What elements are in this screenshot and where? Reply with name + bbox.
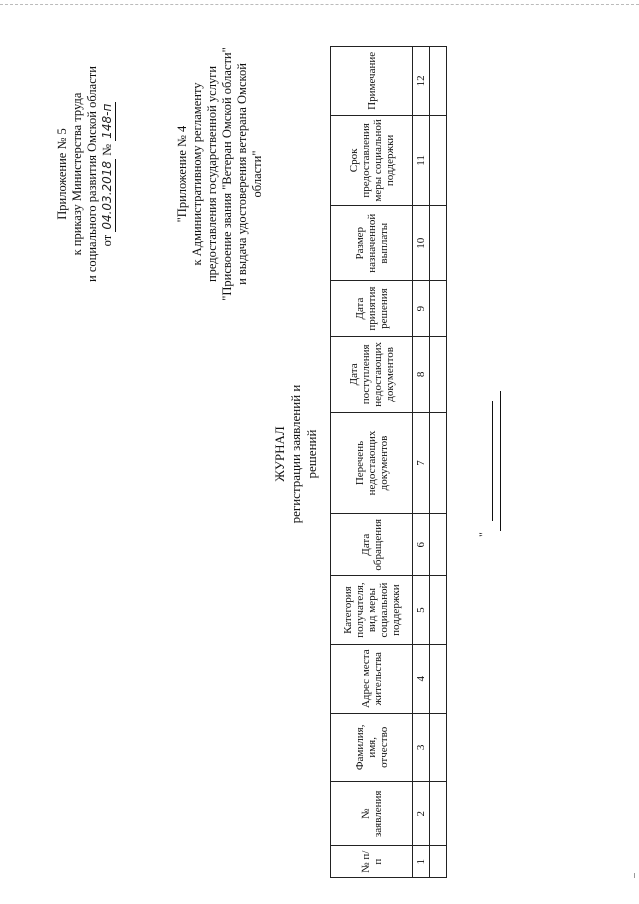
number-cell: 1 (413, 846, 430, 878)
number-cell: 2 (413, 782, 430, 846)
appendix-5-line-1: Приложение № 5 (55, 128, 69, 220)
appendix-5-header (55, 39, 116, 309)
journal-title-sub: регистрации заявлений и решений (288, 384, 319, 524)
header-cell: Категория получателя, вид меры социальной поддержки (331, 576, 413, 645)
empty-cell (430, 514, 447, 576)
appendix-4-header (175, 39, 265, 309)
appendix-5-line-4 (100, 39, 116, 309)
header-cell: Адрес места жительства (331, 644, 413, 713)
header-cell: № заявления (331, 782, 413, 846)
empty-cell (430, 846, 447, 878)
empty-cell (430, 115, 447, 205)
appendix-4-line-3: предоставления государственной услуги (205, 65, 219, 283)
empty-cell (430, 576, 447, 645)
number-cell: 4 (413, 644, 430, 713)
journal-table (330, 46, 447, 878)
empty-cell (430, 644, 447, 713)
handwritten-number: 148-п (100, 103, 114, 139)
header-cell: Дата обращения (331, 514, 413, 576)
number-cell: 5 (413, 576, 430, 645)
empty-cell (430, 336, 447, 412)
appendix-4-line-5: и выдача удостоверения ветерана Омской области" (235, 63, 264, 285)
header-cell: Дата поступления недостающих документов (331, 336, 413, 412)
number-cell: 12 (413, 47, 430, 116)
empty-cell (430, 281, 447, 337)
appendix-5-line-3: и социального развития Омской области (85, 66, 99, 282)
empty-cell (430, 47, 447, 116)
header-cell: Перечень недостающих документов (331, 412, 413, 513)
table-row (430, 47, 447, 878)
signature-line (492, 401, 493, 521)
header-cell: Размер назначенной выплаты (331, 206, 413, 281)
margin-mark (634, 873, 635, 878)
number-cell: 7 (413, 412, 430, 513)
header-cell: Примечание (331, 47, 413, 116)
header-cell: Дата принятия решения (331, 281, 413, 337)
empty-cell (430, 782, 447, 846)
header-cell: Фамилия, имя, отчество (331, 713, 413, 782)
appendix-4-line-1: "Приложение № 4 (175, 125, 189, 223)
closing-quote: " (476, 532, 490, 537)
column-number-row (413, 47, 430, 878)
empty-cell (430, 713, 447, 782)
handwritten-date: 04.03.2018 (100, 160, 114, 230)
number-cell: 8 (413, 336, 430, 412)
appendix-4-line-4: "Присвоение звания "Ветеран Омской области" (220, 47, 234, 301)
number-cell: 10 (413, 206, 430, 281)
number-cell: 3 (413, 713, 430, 782)
journal-title (272, 374, 320, 534)
number-sign: № (100, 143, 114, 156)
empty-cell (430, 412, 447, 513)
date-prefix: от (100, 234, 114, 247)
empty-cell (430, 206, 447, 281)
appendix-4-line-2: к Административному регламенту (190, 82, 204, 266)
appendix-5-line-2: к приказу Министерства труда (70, 92, 84, 256)
number-cell: 11 (413, 115, 430, 205)
header-row (331, 47, 413, 878)
header-cell: № п/п (331, 846, 413, 878)
signature-line (500, 391, 501, 531)
closing-signature-lines (478, 385, 508, 535)
number-cell: 6 (413, 514, 430, 576)
number-cell: 9 (413, 281, 430, 337)
header-cell: Срок предоставления меры социальной поддержки (331, 115, 413, 205)
journal-title-main: ЖУРНАЛ (272, 426, 287, 482)
